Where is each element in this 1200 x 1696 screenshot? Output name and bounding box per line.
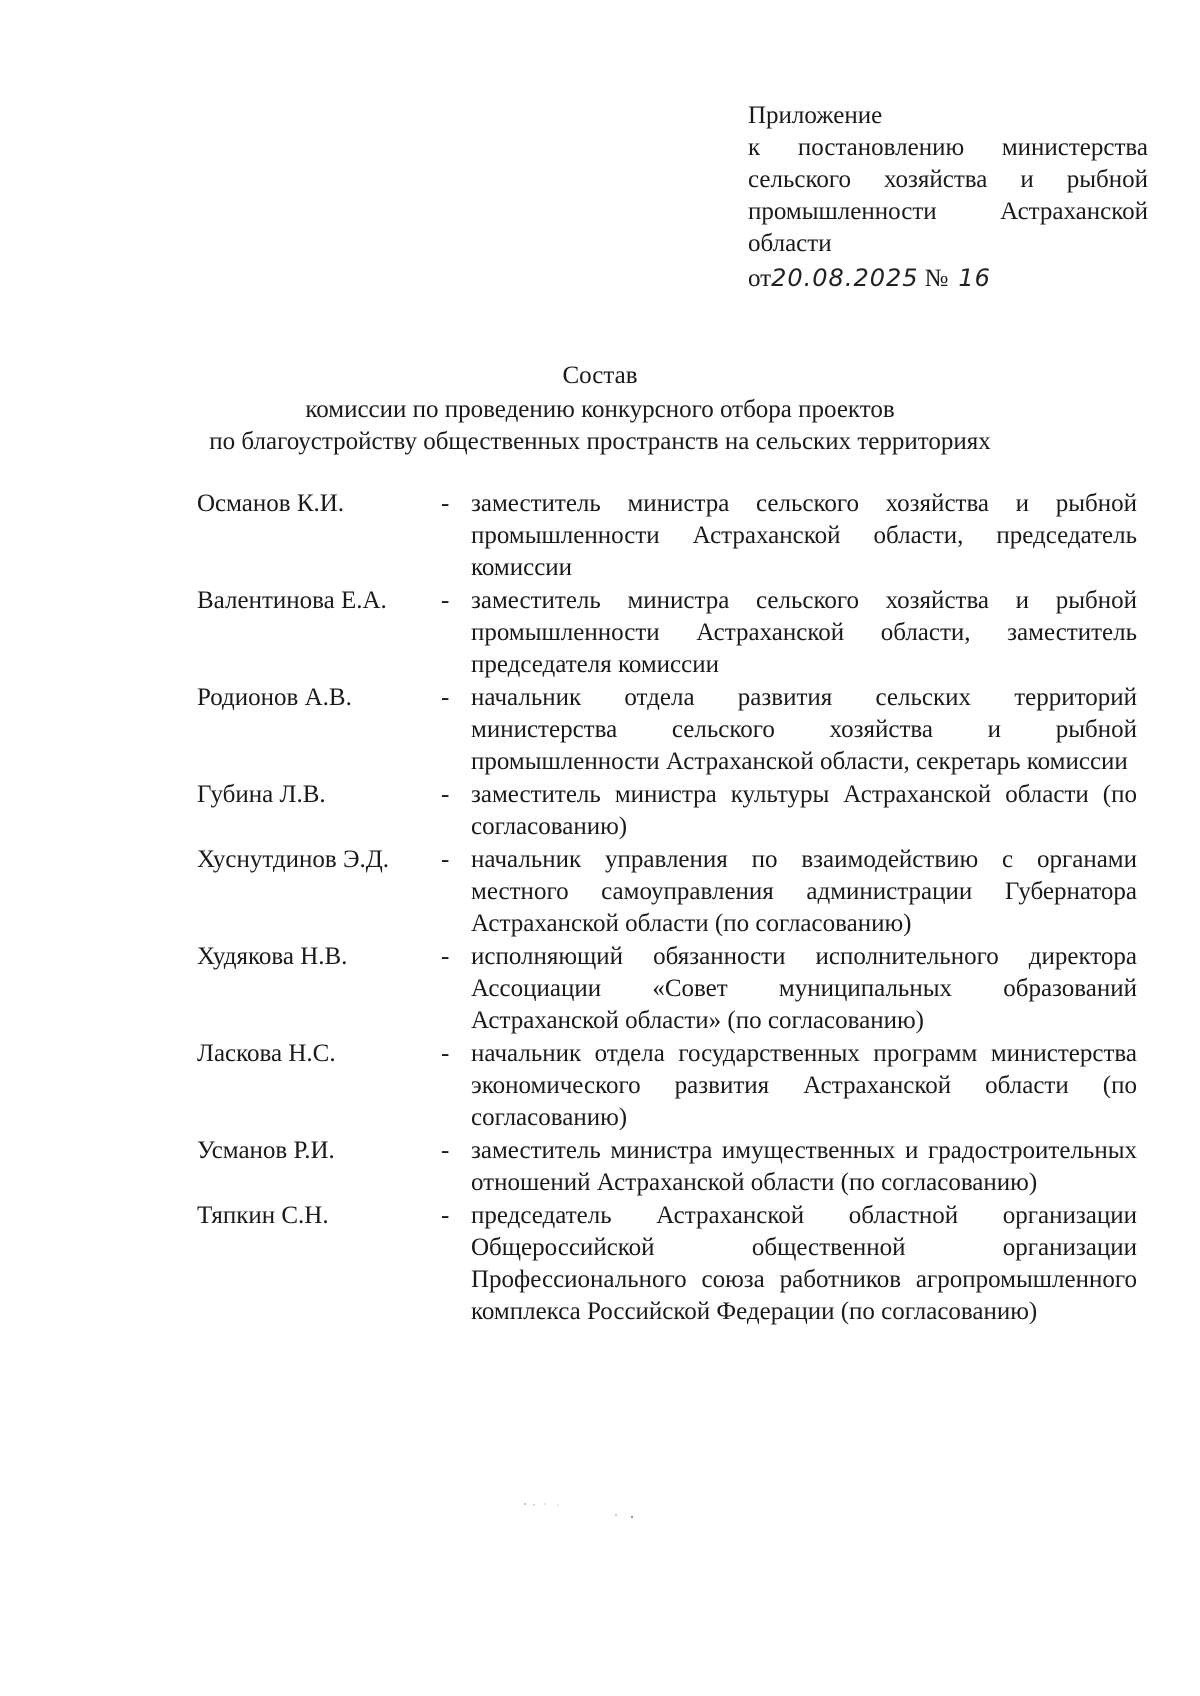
appendix-line-5: области [748,230,832,257]
member-role: заместитель министра сельского хозяйства и рыбной промышленности Астраханской области, председатель комиссии [471,490,1137,581]
member-name: Усманов Р.И. [197,1137,335,1164]
appendix-line-3: сельского хозяйства и рыбной [748,166,1148,193]
member-dash: - [441,1040,450,1067]
member-dash: - [441,1137,450,1164]
member-role: исполняющий обязанности исполнительного директора Ассоциации «Совет муниципальных образований Астраханской области» (по согласованию) [471,943,1137,1034]
member-row [197,1200,1137,1328]
appendix-header [748,100,1148,295]
document-title [0,360,1200,458]
member-row [197,941,1137,1037]
title-line-2: комиссии по проведению конкурсного отбора проектов [305,396,895,423]
member-dash: - [441,684,450,711]
member-role: начальник управления по взаимодействию с органами местного самоуправления администрации Губернатора Астраханской области (по согласованию) [471,846,1137,937]
appendix-title: Приложение [748,102,883,129]
member-name: Хуснутдинов Э.Д. [197,846,390,873]
member-role: начальник отдела развития сельских территорий министерства сельского хозяйства и рыбной промышленности Астраханской области, секретарь комиссии [471,684,1137,775]
member-row [197,779,1137,843]
handwritten-number: 16 [958,264,991,292]
member-row [197,682,1137,778]
member-name: Родионов А.В. [197,684,352,711]
member-row [197,488,1137,584]
member-dash: - [441,781,450,808]
member-dash: - [441,587,450,614]
member-name: Тяпкин С.Н. [197,1202,329,1229]
member-row [197,585,1137,681]
member-name: Худякова Н.В. [197,943,348,970]
date-prefix: от [748,265,772,292]
member-role: заместитель министра сельского хозяйства и рыбной промышленности Астраханской области, заместитель председателя комиссии [471,587,1137,678]
member-role: председатель Астраханской областной организации Общероссийской общественной организации Профессионального союза работников агропромышленного комплекса Российской Федерации (по согласованию) [471,1202,1137,1325]
member-name: Османов К.И. [197,490,345,517]
member-name: Губина Л.В. [197,781,326,808]
member-row [197,844,1137,940]
member-role: заместитель министра культуры Астраханской области (по согласованию) [471,781,1137,840]
member-dash: - [441,490,450,517]
appendix-line-4: промышленности Астраханской [748,198,1148,225]
member-dash: - [441,846,450,873]
scan-specks [520,1500,640,1520]
member-role: начальник отдела государственных программ министерства экономического развития Астраханской области (по согласованию) [471,1040,1137,1131]
title-line-3: по благоустройству общественных пространств на сельских территориях [209,428,991,455]
member-dash: - [441,1202,450,1229]
handwritten-date: 20.08.2025 [771,264,919,292]
title-line-1: Состав [562,362,638,389]
number-sign: № [924,265,949,292]
member-row [197,1038,1137,1134]
member-role: заместитель министра имущественных и градостроительных отношений Астраханской области (по согласованию) [471,1137,1137,1196]
members-list [197,488,1137,1329]
appendix-date-line [748,262,1148,295]
member-name: Валентинова Е.А. [197,587,387,614]
member-name: Ласкова Н.С. [197,1040,336,1067]
member-dash: - [441,943,450,970]
appendix-line-2: к постановлению министерства [748,134,1148,161]
member-row [197,1135,1137,1199]
